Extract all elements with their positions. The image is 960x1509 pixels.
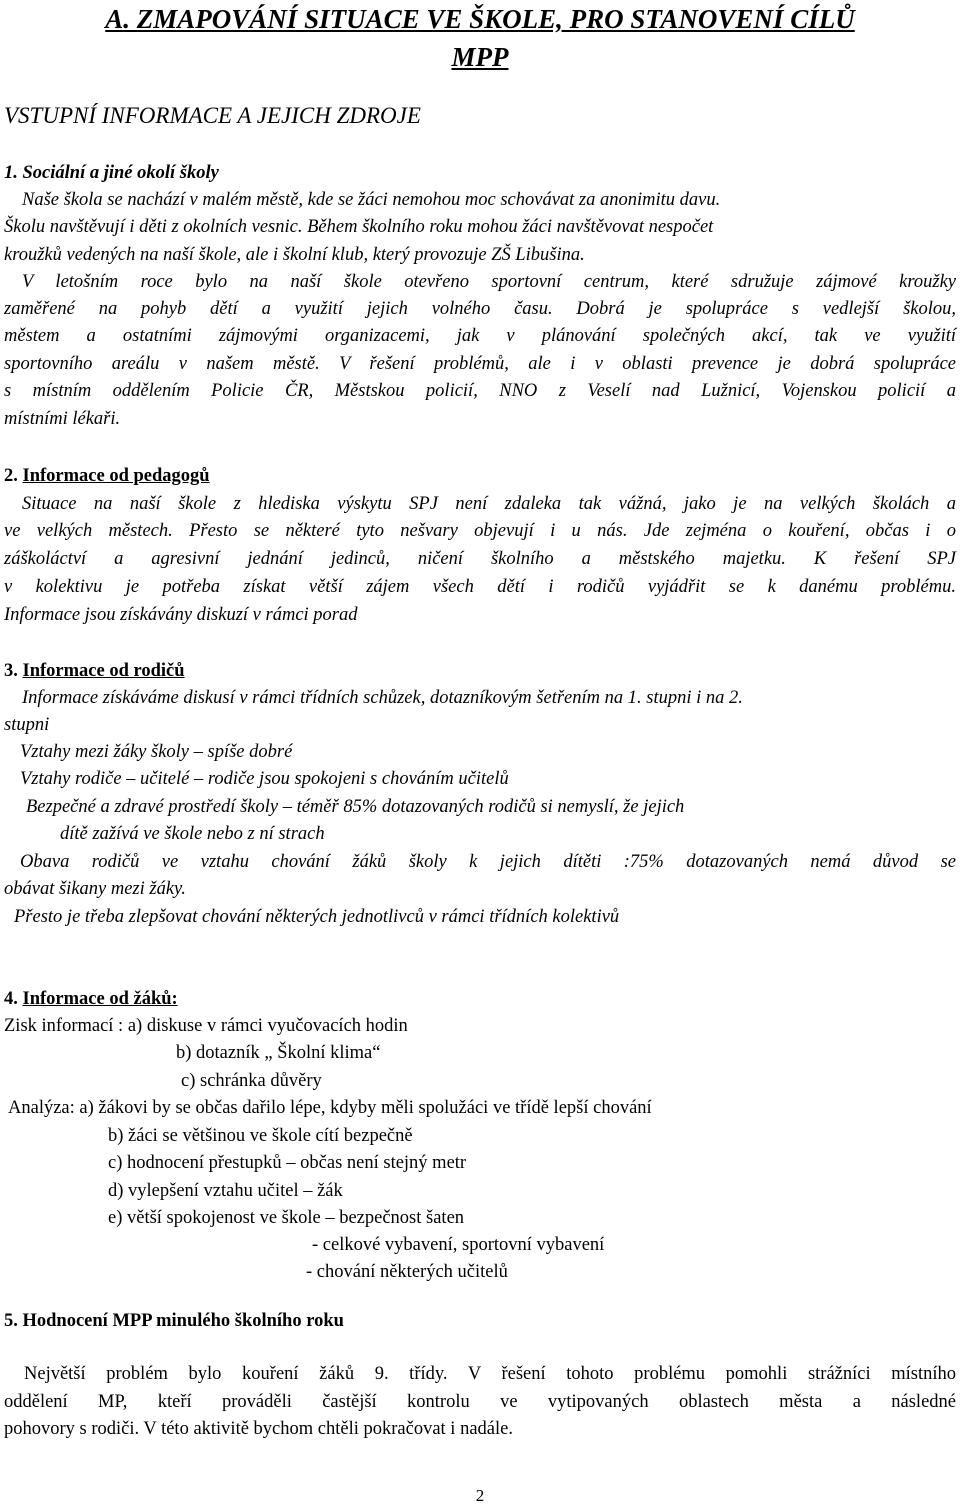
page-number: 2 (475, 1486, 485, 1505)
section-3-line-1: Informace získáváme diskusí v rámci třídních schůzek, dotazníkovým šetřením na 1. stupni i na 2. (22, 688, 743, 708)
section-2-heading-text: Informace od pedagogů (22, 466, 210, 486)
section-4-line-10: - chování některých učitelů (306, 1262, 508, 1282)
page-title-line-2: MPP (451, 42, 509, 72)
section-3-line-6: dítě zažívá ve škole nebo z ní strach (60, 824, 325, 844)
section-4-line-1: Zisk informací : a) diskuse v rámci vyučovacích hodin (4, 1016, 408, 1036)
section-1-line-6: městem a ostatními zájmovými organizacemi, jak v plánování společných akcí, tak ve využití (4, 326, 956, 346)
section-2-heading (4, 465, 956, 487)
section-4-line-6: c) hodnocení přestupků – občas není stejný metr (108, 1153, 467, 1173)
section-1-line-9: místními lékaři. (4, 409, 121, 429)
section-5-line-1: Největší problém bylo kouření žáků 9. třídy. V řešení tohoto problému pomohli strážníci místního (24, 1364, 956, 1384)
section-2-line-4: v kolektivu je potřeba získat větší zájem všech dětí i rodičů vyjádřit se k danému problému. (4, 577, 956, 597)
section-2-line-3: záškoláctví a agresivní jednání jedinců, ničení školního a městského majetku. K řešení SPJ (4, 549, 956, 569)
section-4-heading-text: Informace od žáků: (22, 989, 178, 1009)
section-4-line-8: e) větší spokojenost ve škole – bezpečnost šaten (108, 1208, 465, 1228)
section-4-number: 4. (4, 989, 18, 1009)
section-4-line-7: d) vylepšení vztahu učitel – žák (108, 1181, 343, 1201)
section-5-line-2: oddělení MP, kteří prováděli častější kontrolu ve vytipovaných oblastech města a následné (4, 1392, 956, 1412)
section-4-line-4: Analýza: a) žákovi by se občas dařilo lépe, kdyby měli spolužáci ve třídě lepší chování (8, 1098, 652, 1118)
section-2-line-2: ve velkých městech. Přesto se některé tyto nešvary objevují i u nás. Jde zejména o kouření, občas i o (4, 521, 956, 541)
section-1-line-7: sportovního areálu v našem městě. V řešení problémů, ale i v oblasti prevence je dobrá spolupráce (4, 354, 956, 374)
section-3-line-9: Přesto je třeba zlepšovat chování některých jednotlivců v rámci třídních kolektivů (14, 907, 620, 927)
section-3-line-4: Vztahy rodiče – učitelé – rodiče jsou spokojeni s chováním učitelů (20, 769, 509, 789)
section-4-heading (4, 988, 956, 1010)
section-4-line-2: b) dotazník „ Školní klima“ (176, 1043, 381, 1063)
section-3-heading-text: Informace od rodičů (22, 661, 185, 681)
section-3-line-8: obávat šikany mezi žáky. (4, 879, 186, 899)
section-3-line-3: Vztahy mezi žáky školy – spíše dobré (20, 742, 293, 762)
section-1-line-1: Naše škola se nachází v malém městě, kde se žáci nemohou moc schovávat za anonimitu davu. (22, 190, 721, 210)
page-title-line-1: A. ZMAPOVÁNÍ SITUACE VE ŠKOLE, PRO STANOVENÍ CÍLŮ (105, 4, 855, 34)
section-1-line-5: zaměřené na pohyb dětí a využití jejich volného času. Dobrá je spolupráce s vedlejší školou, (4, 299, 956, 319)
section-5-heading: 5. Hodnocení MPP minulého školního roku (4, 1311, 344, 1331)
section-4-line-9: - celkové vybavení, sportovní vybavení (312, 1235, 605, 1255)
section-4-line-3: c) schránka důvěry (181, 1071, 322, 1091)
section-1-line-4: V letošním roce bylo na naší škole otevřeno sportovní centrum, které sdružuje zájmové kroužky (22, 272, 956, 292)
page-subtitle: VSTUPNÍ INFORMACE A JEJICH ZDROJE (4, 103, 421, 128)
section-1-line-2: Školu navštěvují i děti z okolních vesnic. Během školního roku mohou žáci navštěvovat nespočet (4, 217, 714, 237)
section-2-number: 2. (4, 466, 18, 486)
section-5-line-3: pohovory s rodiči. V této aktivitě bychom chtěli pokračovat i nadále. (4, 1419, 513, 1439)
section-2-line-1: Situace na naší škole z hlediska výskytu SPJ není zdaleka tak vážná, jako je na velkých školách a (22, 494, 956, 514)
section-1-line-3: kroužků vedených na naší škole, ale i školní klub, který provozuje ZŠ Libušina. (4, 245, 585, 265)
section-1-heading: 1. Sociální a jiné okolí školy (4, 163, 219, 183)
section-3-line-5: Bezpečné a zdravé prostředí školy – téměř 85% dotazovaných rodičů si nemyslí, že jejich (26, 797, 685, 817)
section-4-line-5: b) žáci se většinou ve škole cítí bezpečně (108, 1126, 413, 1146)
section-3-line-2: stupni (4, 715, 50, 735)
section-3-number: 3. (4, 661, 18, 681)
section-1-line-8: s místním oddělením Policie ČR, Městskou policií, NNO z Veselí nad Lužnicí, Vojenskou policií a (4, 381, 956, 401)
section-3-heading (4, 660, 956, 682)
section-2-line-5: Informace jsou získávány diskuzí v rámci porad (4, 605, 358, 625)
section-3-line-7: Obava rodičů ve vztahu chování žáků školy k jejich dítěti :75% dotazovaných nemá důvod se (20, 852, 956, 872)
